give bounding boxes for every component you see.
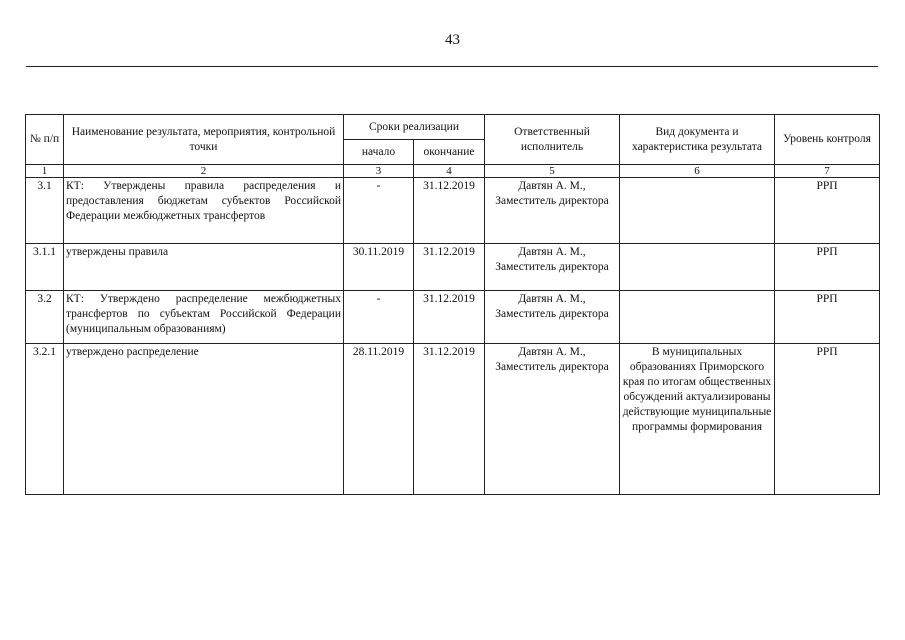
- column-number: 7: [775, 165, 880, 178]
- table-row: [26, 178, 880, 244]
- row-start: -: [344, 178, 414, 244]
- row-start: 30.11.2019: [344, 244, 414, 291]
- row-control: РРП: [775, 244, 880, 291]
- row-name: утверждены правила: [64, 244, 344, 291]
- row-responsible: Давтян А. М., Заместитель директора: [485, 291, 620, 344]
- header-start: начало: [344, 140, 414, 165]
- row-responsible: Давтян А. М., Заместитель директора: [485, 178, 620, 244]
- row-responsible: Давтян А. М., Заместитель директора: [485, 344, 620, 495]
- header-responsible: Ответственный исполнитель: [485, 115, 620, 165]
- header-num: № п/п: [26, 115, 64, 165]
- row-control: РРП: [775, 178, 880, 244]
- row-start: -: [344, 291, 414, 344]
- row-num: 3.1.1: [26, 244, 64, 291]
- row-num: 3.2: [26, 291, 64, 344]
- row-end: 31.12.2019: [414, 291, 485, 344]
- header-doc-type: Вид документа и характеристика результата: [620, 115, 775, 165]
- row-name: утверждено распределение: [64, 344, 344, 495]
- page-number: 43: [445, 32, 460, 48]
- column-number: 3: [344, 165, 414, 178]
- header-row: [26, 115, 880, 140]
- row-doc: В муниципальных образованиях Приморского края по итогам общественных обсуждений актуализированы действующие муниципальные программы формирования: [620, 344, 775, 495]
- column-number: 1: [26, 165, 64, 178]
- table-row: [26, 291, 880, 344]
- row-start: 28.11.2019: [344, 344, 414, 495]
- row-responsible: Давтян А. М., Заместитель директора: [485, 244, 620, 291]
- header-terms: Сроки реализации: [344, 115, 485, 140]
- column-number: 6: [620, 165, 775, 178]
- row-name: КТ: Утверждены правила распределения и предоставления бюджетам субъектов Российской Федерации межбюджетных трансфертов: [64, 178, 344, 244]
- row-doc: [620, 244, 775, 291]
- column-number: 5: [485, 165, 620, 178]
- row-end: 31.12.2019: [414, 178, 485, 244]
- row-end: 31.12.2019: [414, 344, 485, 495]
- column-number: 2: [64, 165, 344, 178]
- row-doc: [620, 291, 775, 344]
- column-numbers-row: [26, 165, 880, 178]
- plan-table: [25, 114, 880, 495]
- table-row: [26, 344, 880, 495]
- row-name: КТ: Утверждено распределение межбюджетных трансфертов по субъектам Российской Федерации (муниципальным образованиям): [64, 291, 344, 344]
- header-end: окончание: [414, 140, 485, 165]
- row-num: 3.1: [26, 178, 64, 244]
- table-row: [26, 244, 880, 291]
- header-name: Наименование результата, мероприятия, контрольной точки: [64, 115, 344, 165]
- row-num: 3.2.1: [26, 344, 64, 495]
- row-control: РРП: [775, 291, 880, 344]
- column-number: 4: [414, 165, 485, 178]
- header-rule: [26, 66, 878, 67]
- row-doc: [620, 178, 775, 244]
- row-control: РРП: [775, 344, 880, 495]
- header-control: Уровень контроля: [775, 115, 880, 165]
- row-end: 31.12.2019: [414, 244, 485, 291]
